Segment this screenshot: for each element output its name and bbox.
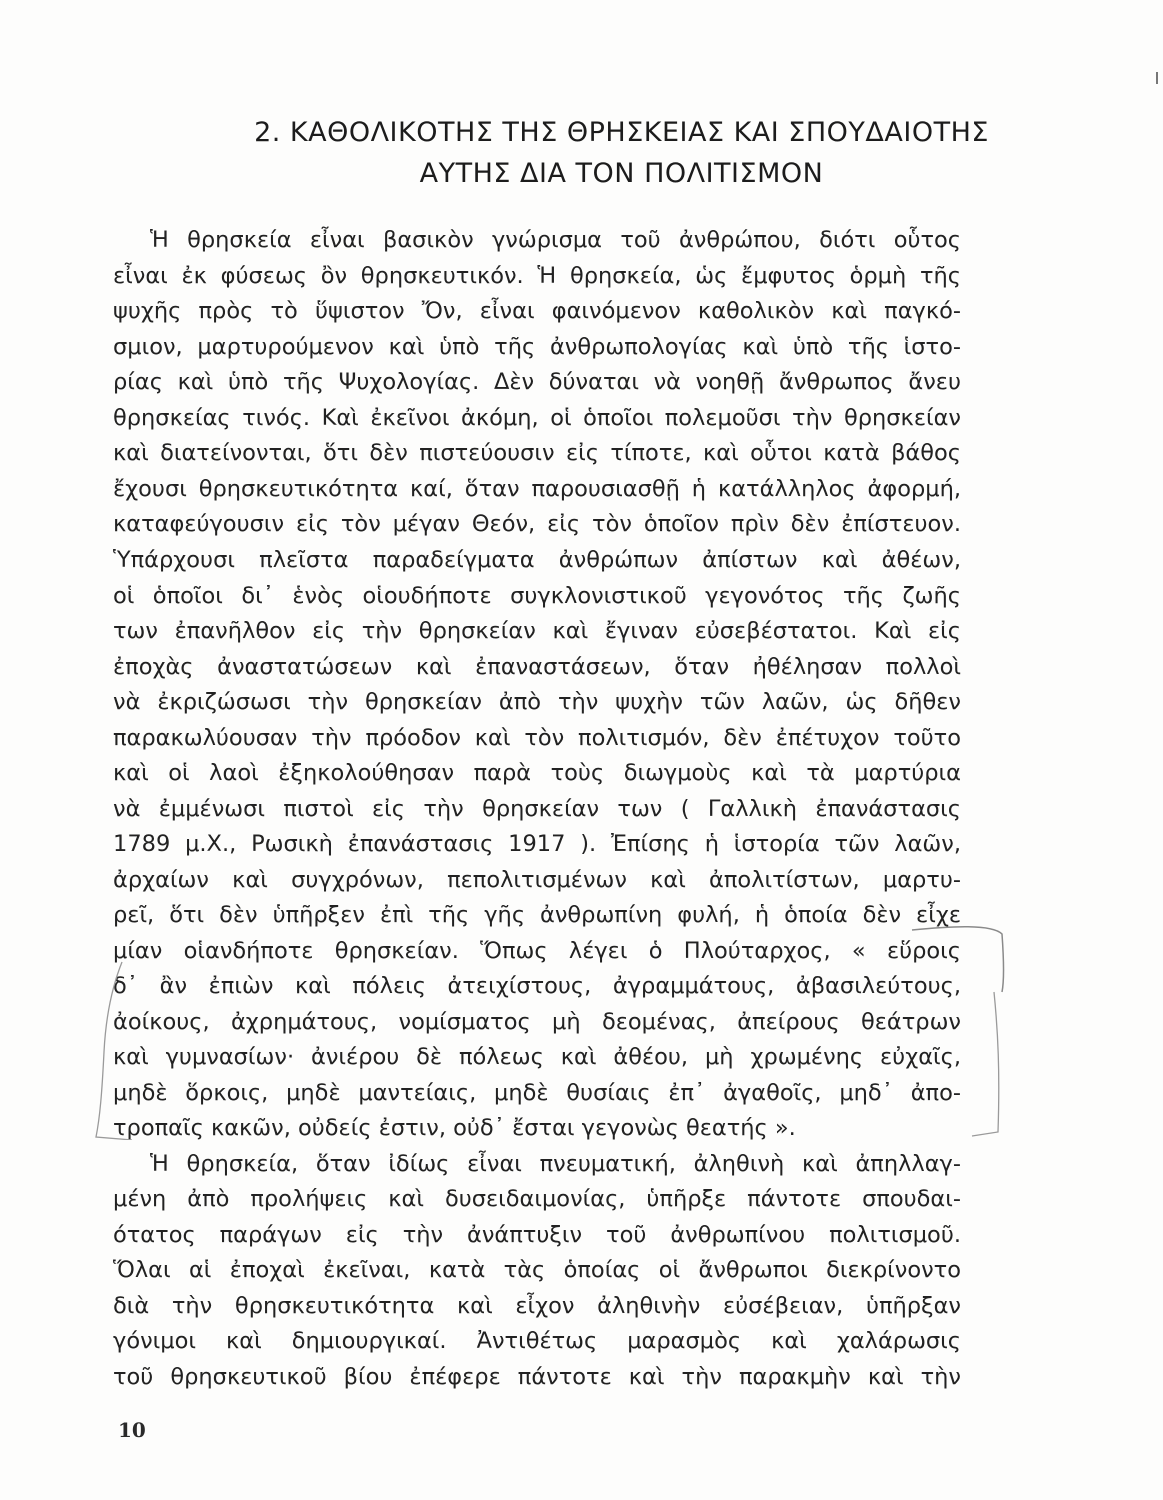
body-line: εἶναι ἐκ φύσεως ὂν θρησκευτικόν. Ἡ θρησκεία, ὡς ἔμφυτος ὁρμὴ τῆς bbox=[113, 263, 961, 289]
body-line: νὰ ἐμμένωσι πιστοὶ εἰς τὴν θρησκείαν των ( Γαλλικὴ ἐπανάστασις bbox=[113, 796, 961, 822]
body-line: διὰ τὴν θρησκευτικότητα καὶ εἶχον ἀληθινὴν εὐσέβειαν, ὑπῆρξαν bbox=[113, 1293, 961, 1319]
quotation-line: δ᾽ ἂν ἐπιὼν καὶ πόλεις ἀτειχίστους, ἀγραμμάτους, ἀβασιλεύτους, bbox=[113, 973, 961, 999]
body-line: μένη ἀπὸ προλήψεις καὶ δυσειδαιμονίας, ὑπῆρξε πάντοτε σπουδαι- bbox=[113, 1186, 961, 1212]
body-line: ἐποχὰς ἀναστατώσεων καὶ ἐπαναστάσεων, ὅταν ἠθέλησαν πολλοὶ bbox=[113, 654, 961, 680]
body-line: παρακωλύουσαν τὴν πρόοδον καὶ τὸν πολιτισμόν, δὲν ἐπέτυχον τοῦτο bbox=[113, 725, 961, 751]
body-line: ρίας καὶ ὑπὸ τῆς Ψυχολογίας. Δὲν δύναται νὰ νοηθῇ ἄνθρωπος ἄνευ bbox=[113, 369, 961, 395]
body-line: καταφεύγουσιν εἰς τὸν μέγαν Θεόν, εἰς τὸν ὁποῖον πρὶν δὲν ἐπίστευον. bbox=[113, 511, 961, 537]
quotation-line: τροπαῖς κακῶν, οὐδείς ἐστιν, οὐδ᾽ ἔσται γεγονὼς θεατής ». bbox=[113, 1115, 796, 1141]
section-heading-line-1: 2. ΚΑΘΟΛΙΚΟΤΗΣ ΤΗΣ ΘΡΗΣΚΕΙΑΣ ΚΑΙ ΣΠΟΥΔΑΙΟΤΗΣ bbox=[254, 117, 989, 148]
body-line: Ὑπάρχουσι πλεῖστα παραδείγματα ἀνθρώπων ἀπίστων καὶ ἀθέων, bbox=[113, 547, 961, 573]
body-line: καὶ διατείνονται, ὅτι δὲν πιστεύουσιν εἰς τίποτε, καὶ οὗτοι κατὰ βάθος bbox=[113, 440, 961, 466]
body-line: σμιον, μαρτυρούμενον καὶ ὑπὸ τῆς ἀνθρωπολογίας καὶ ὑπὸ τῆς ἱστο- bbox=[113, 334, 961, 360]
body-line: 1789 μ.Χ., Ρωσικὴ ἐπανάστασις 1917 ). Ἐπίσης ἡ ἱστορία τῶν λαῶν, bbox=[113, 831, 961, 857]
body-line: ψυχῆς πρὸς τὸ ὕψιστον Ὄν, εἶναι φαινόμενον καθολικὸν καὶ παγκό- bbox=[113, 298, 961, 324]
body-line: Ὅλαι αἱ ἐποχαὶ ἐκεῖναι, κατὰ τὰς ὁποίας οἱ ἄνθρωποι διεκρίνοντο bbox=[113, 1257, 961, 1283]
body-line: των ἐπανῆλθον εἰς τὴν θρησκείαν καὶ ἔγιναν εὐσεβέστατοι. Καὶ εἰς bbox=[113, 618, 961, 644]
body-line: νὰ ἐκριζώσωσι τὴν θρησκείαν ἀπὸ τὴν ψυχὴν τῶν λαῶν, ὡς δῆθεν bbox=[113, 689, 961, 715]
body-line: ότατος παράγων εἰς τὴν ἀνάπτυξιν τοῦ ἀνθρωπίνου πολιτισμοῦ. bbox=[113, 1222, 961, 1248]
body-line: μίαν οἱανδήποτε θρησκείαν. Ὅπως λέγει ὁ Πλούταρχος, « εὕροις bbox=[113, 938, 961, 964]
quotation-line: ἀοίκους, ἀχρημάτους, νομίσματος μὴ δεομένας, ἀπείρους θεάτρων bbox=[113, 1009, 961, 1035]
section-heading-line-2: ΑΥΤΗΣ ΔΙΑ ΤΟΝ ΠΟΛΙΤΙΣΜΟΝ bbox=[419, 158, 824, 189]
body-line: οἱ ὁποῖοι δι᾽ ἑνὸς οἱουδήποτε συγκλονιστικοῦ γεγονότος τῆς ζωῆς bbox=[113, 583, 961, 609]
quotation-line: μηδὲ ὅρκοις, μηδὲ μαντείαις, μηδὲ θυσίαις ἐπ᾽ ἀγαθοῖς, μηδ᾽ ἀπο- bbox=[113, 1080, 961, 1106]
body-line: γόνιμοι καὶ δημιουργικαί. Ἀντιθέτως μαρασμὸς καὶ χαλάρωσις bbox=[113, 1328, 961, 1354]
body-line: θρησκείας τινός. Καὶ ἐκεῖνοι ἀκόμη, οἱ ὁποῖοι πολεμοῦσι τὴν θρησκείαν bbox=[113, 405, 961, 431]
body-line: Ἡ θρησκεία εἶναι βασικὸν γνώρισμα τοῦ ἀνθρώπου, διότι οὗτος bbox=[150, 227, 961, 253]
margin-mark bbox=[1156, 72, 1158, 84]
quotation-line: καὶ γυμνασίων· ἀνιέρου δὲ πόλεως καὶ ἀθέου, μὴ χρωμένης εὐχαῖς, bbox=[113, 1044, 961, 1070]
body-line: τοῦ θρησκευτικοῦ βίου ἐπέφερε πάντοτε καὶ τὴν παρακμὴν καὶ τὴν bbox=[113, 1364, 961, 1390]
body-line: καὶ οἱ λαοὶ ἐξηκολούθησαν παρὰ τοὺς διωγμοὺς καὶ τὰ μαρτύρια bbox=[113, 760, 961, 786]
body-line: ρεῖ, ὅτι δὲν ὑπῆρξεν ἐπὶ τῆς γῆς ἀνθρωπίνη φυλή, ἡ ὁποία δὲν εἶχε bbox=[113, 902, 961, 928]
page-number: 10 bbox=[118, 1418, 146, 1442]
body-line: ἔχουσι θρησκευτικότητα καί, ὅταν παρουσιασθῇ ἡ κατάλληλος ἀφορμή, bbox=[113, 476, 961, 502]
body-line: ἀρχαίων καὶ συγχρόνων, πεπολιτισμένων καὶ ἀπολιτίστων, μαρτυ- bbox=[113, 867, 961, 893]
body-line: Ἡ θρησκεία, ὅταν ἰδίως εἶναι πνευματική, ἀληθινὴ καὶ ἀπηλλαγ- bbox=[150, 1151, 961, 1177]
